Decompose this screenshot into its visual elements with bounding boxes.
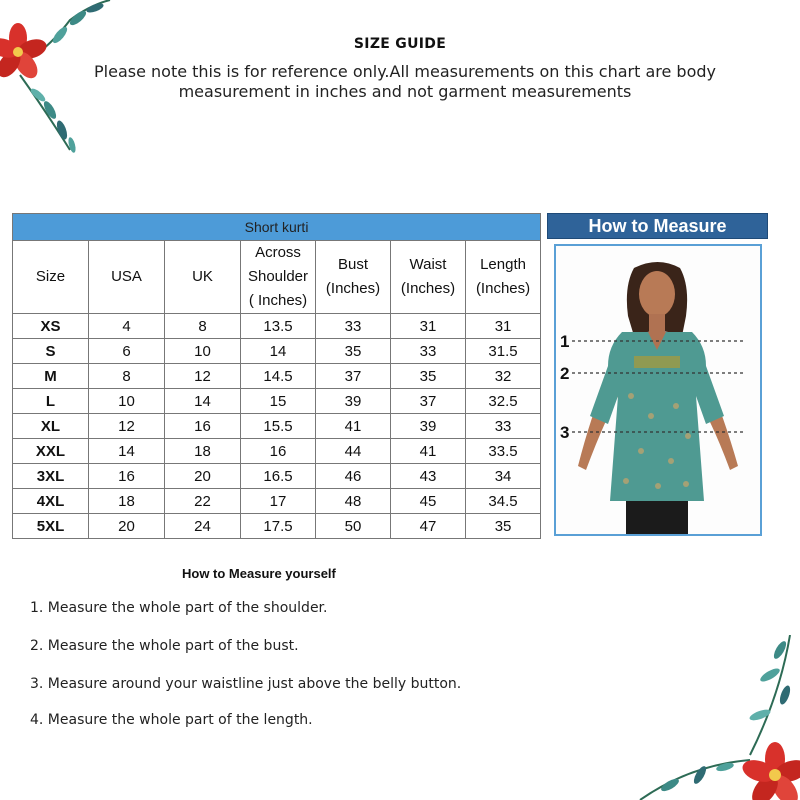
table-cell: 14: [89, 439, 165, 464]
table-cell: 33: [316, 314, 391, 339]
column-header: [241, 241, 316, 314]
table-cell: 37: [391, 389, 466, 414]
table-cell: 35: [391, 364, 466, 389]
table-row: [13, 414, 541, 439]
table-row: [13, 389, 541, 414]
size-label-cell: XL: [13, 414, 89, 439]
table-cell: 31: [466, 314, 541, 339]
table-cell: 47: [391, 514, 466, 539]
table-cell: 45: [391, 489, 466, 514]
table-cell: 44: [316, 439, 391, 464]
table-cell: 8: [165, 314, 241, 339]
table-cell: 31: [391, 314, 466, 339]
instruction-step-3: 3. Measure around your waistline just above the belly button.: [30, 676, 462, 692]
table-cell: 32.5: [466, 389, 541, 414]
table-cell: 16: [241, 439, 316, 464]
table-cell: 39: [391, 414, 466, 439]
table-cell: 16.5: [241, 464, 316, 489]
table-cell: 34: [466, 464, 541, 489]
instruction-step-2: 2. Measure the whole part of the bust.: [30, 638, 299, 654]
instructions-title: How to Measure yourself: [182, 566, 336, 581]
table-cell: 39: [316, 389, 391, 414]
table-row: [13, 489, 541, 514]
column-header-line: Length: [480, 256, 526, 273]
table-cell: 22: [165, 489, 241, 514]
column-header: [316, 241, 391, 314]
size-label-cell: XXL: [13, 439, 89, 464]
column-header-line: Waist: [409, 256, 447, 273]
table-cell: 10: [165, 339, 241, 364]
table-cell: 15: [241, 389, 316, 414]
size-label-cell: L: [13, 389, 89, 414]
table-cell: 12: [165, 364, 241, 389]
page-title: SIZE GUIDE: [353, 36, 447, 52]
table-cell: 31.5: [466, 339, 541, 364]
table-cell: 18: [89, 489, 165, 514]
column-header-line: Shoulder: [247, 268, 309, 285]
table-cell: 48: [316, 489, 391, 514]
table-row: [13, 364, 541, 389]
column-header-line: Bust: [337, 256, 368, 273]
column-header-line: UK: [192, 268, 213, 285]
size-label-cell: 4XL: [13, 489, 89, 514]
how-to-measure-title: How to Measure: [547, 213, 768, 239]
table-cell: 35: [466, 514, 541, 539]
column-header-line: (Inches): [400, 280, 456, 297]
column-header-line: USA: [111, 268, 142, 285]
table-header-row: [13, 241, 541, 314]
table-cell: 46: [316, 464, 391, 489]
column-header-line: ( Inches): [248, 292, 308, 309]
table-cell: 16: [89, 464, 165, 489]
table-cell: 24: [165, 514, 241, 539]
table-row: [13, 314, 541, 339]
column-header: [391, 241, 466, 314]
column-header-line: (Inches): [325, 280, 381, 297]
table-cell: 8: [89, 364, 165, 389]
size-label-cell: XS: [13, 314, 89, 339]
table-cell: 41: [391, 439, 466, 464]
table-cell: 32: [466, 364, 541, 389]
table-cell: 14.5: [241, 364, 316, 389]
table-body: [13, 314, 541, 539]
table-cell: 33: [391, 339, 466, 364]
column-header: [466, 241, 541, 314]
table-cell: 12: [89, 414, 165, 439]
table-row: [13, 464, 541, 489]
table-cell: 15.5: [241, 414, 316, 439]
marker-2: 2: [560, 364, 570, 383]
table-cell: 35: [316, 339, 391, 364]
table-cell: 17.5: [241, 514, 316, 539]
table-cell: 17: [241, 489, 316, 514]
table-cell: 14: [165, 389, 241, 414]
column-header: [89, 241, 165, 314]
table-cell: 33.5: [466, 439, 541, 464]
size-chart-table: [12, 213, 541, 539]
table-caption: Short kurti: [13, 214, 541, 241]
table-row: [13, 514, 541, 539]
table-row: [13, 339, 541, 364]
table-cell: 41: [316, 414, 391, 439]
table-cell: 50: [316, 514, 391, 539]
table-cell: 37: [316, 364, 391, 389]
size-label-cell: M: [13, 364, 89, 389]
column-header-line: (Inches): [475, 280, 531, 297]
table-cell: 13.5: [241, 314, 316, 339]
reference-note: Please note this is for reference only.All measurements on this chart are body measurement in inches and not garment measurements: [94, 62, 716, 101]
column-header: [13, 241, 89, 314]
floral-decoration-bottom-right: [630, 635, 800, 800]
table-cell: 33: [466, 414, 541, 439]
table-cell: 20: [165, 464, 241, 489]
marker-3: 3: [560, 423, 570, 442]
size-label-cell: 5XL: [13, 514, 89, 539]
table-cell: 43: [391, 464, 466, 489]
table-row: [13, 439, 541, 464]
measurement-illustration: [554, 244, 762, 536]
column-header-line: Across: [255, 244, 301, 261]
marker-1: 1: [560, 332, 570, 351]
table-cell: 14: [241, 339, 316, 364]
table-cell: 10: [89, 389, 165, 414]
size-label-cell: 3XL: [13, 464, 89, 489]
table-cell: 16: [165, 414, 241, 439]
instruction-step-4: 4. Measure the whole part of the length.: [30, 712, 313, 728]
table-cell: 34.5: [466, 489, 541, 514]
model-figure: [556, 246, 760, 534]
table-cell: 6: [89, 339, 165, 364]
size-label-cell: S: [13, 339, 89, 364]
instruction-step-1: 1. Measure the whole part of the shoulder.: [30, 600, 328, 616]
table-cell: 20: [89, 514, 165, 539]
column-header: [165, 241, 241, 314]
table-cell: 18: [165, 439, 241, 464]
column-header-line: Size: [35, 268, 66, 285]
table-cell: 4: [89, 314, 165, 339]
